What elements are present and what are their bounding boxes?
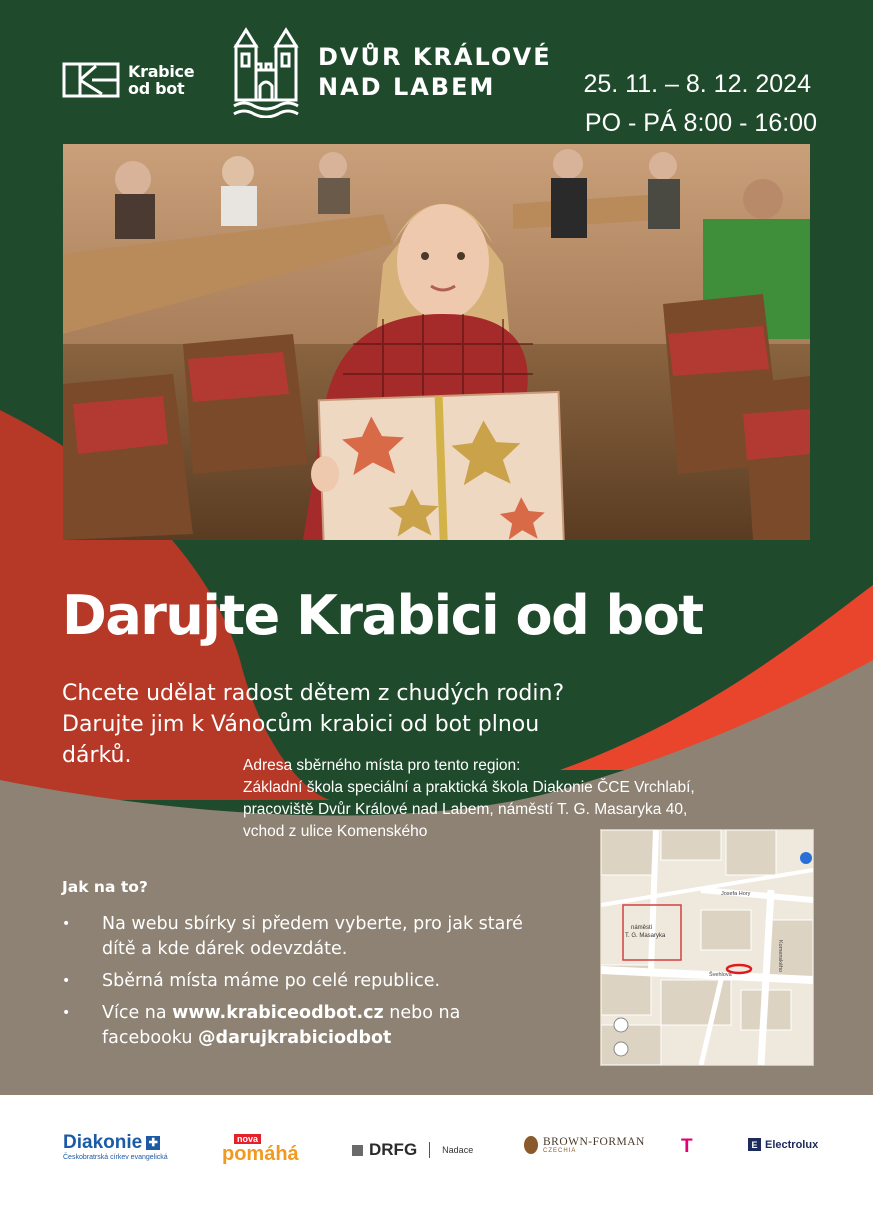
- brown-forman-emblem-icon: [524, 1136, 538, 1154]
- box-logo-icon: [62, 62, 120, 98]
- telekom-logo: T: [681, 1136, 693, 1157]
- map-street-3: Komenského: [777, 940, 783, 973]
- city-name-line-1: DVŮR KRÁLOVÉ: [318, 43, 552, 71]
- brand-line-2: od bot: [128, 79, 185, 98]
- website-link[interactable]: www.krabiceodbot.cz: [172, 1003, 384, 1023]
- headline: Darujte Krabici od bot: [62, 584, 703, 647]
- city-name-line-2: NAD LABEM: [318, 73, 496, 101]
- map-layers-icon[interactable]: [614, 1018, 628, 1032]
- map-locate-icon[interactable]: [614, 1042, 628, 1056]
- electrolux-logo: E Electrolux: [748, 1138, 818, 1151]
- brown-forman-logo: BROWN-FORMAN CZECHIA: [524, 1136, 645, 1154]
- bullet-icon: •: [62, 916, 71, 932]
- address-line-2: pracoviště Dvůr Králové nad Labem, náměstí T. G. Masaryka 40,: [243, 801, 688, 818]
- bullet-icon: •: [62, 973, 71, 989]
- photo-illustration: [63, 144, 810, 540]
- map-graphic: [601, 830, 813, 1065]
- brand-line-1: Krabice: [128, 62, 195, 81]
- drfg-logo: DRFG Nadace: [352, 1140, 473, 1160]
- city-logo: [232, 26, 552, 118]
- address-line-3: vchod z ulice Komenského: [243, 823, 428, 840]
- location-map[interactable]: [600, 829, 814, 1066]
- intro-line-1: Chcete udělat radost dětem z chudých rodin?: [62, 681, 565, 706]
- opening-hours: PO - PÁ 8:00 - 16:00: [584, 109, 817, 137]
- howto-item: • Na webu sbírky si předem vyberte, pro jak staré dítě a kde dárek odevzdáte.: [62, 914, 523, 959]
- krabice-od-bot-logo: [62, 62, 194, 98]
- howto-list: [62, 912, 542, 1058]
- nova-pomaha-logo: nova pomáhá: [222, 1134, 299, 1165]
- map-square-label-1: náměstí: [631, 925, 653, 931]
- diakonie-cross-icon: ✚: [146, 1136, 160, 1150]
- electrolux-icon: E: [748, 1138, 761, 1151]
- howto-item: • Více na www.krabiceodbot.cz nebo na facebooku @darujkrabiciodbot: [62, 1003, 461, 1048]
- map-street-2: Švehlova: [709, 972, 732, 978]
- map-square-label-2: T. G. Masaryka: [625, 933, 666, 939]
- address-title: Adresa sběrného místa pro tento region:: [243, 757, 521, 774]
- map-pin-icon: [800, 852, 812, 864]
- hero-photo: [63, 144, 810, 540]
- facebook-handle[interactable]: @darujkrabiciodbot: [198, 1028, 392, 1048]
- diakonie-logo: Diakonie ✚ Českobratrská církev evangelická: [63, 1132, 168, 1161]
- bullet-icon: •: [62, 1005, 71, 1021]
- castle-icon: [232, 26, 300, 118]
- date-range: 25. 11. – 8. 12. 2024: [583, 70, 811, 98]
- drfg-square-icon: [352, 1145, 363, 1156]
- address-line-1: Základní škola speciální a praktická škola Diakonie ČCE Vrchlabí,: [243, 779, 695, 796]
- intro-line-2: Darujte jim k Vánocům krabici od bot plnou: [62, 712, 540, 737]
- howto-title: Jak na to?: [62, 878, 148, 896]
- intro-line-3: dárků.: [62, 743, 132, 768]
- howto-item: • Sběrná místa máme po celé republice.: [62, 969, 542, 994]
- map-street-1: Josefa Hory: [721, 891, 751, 897]
